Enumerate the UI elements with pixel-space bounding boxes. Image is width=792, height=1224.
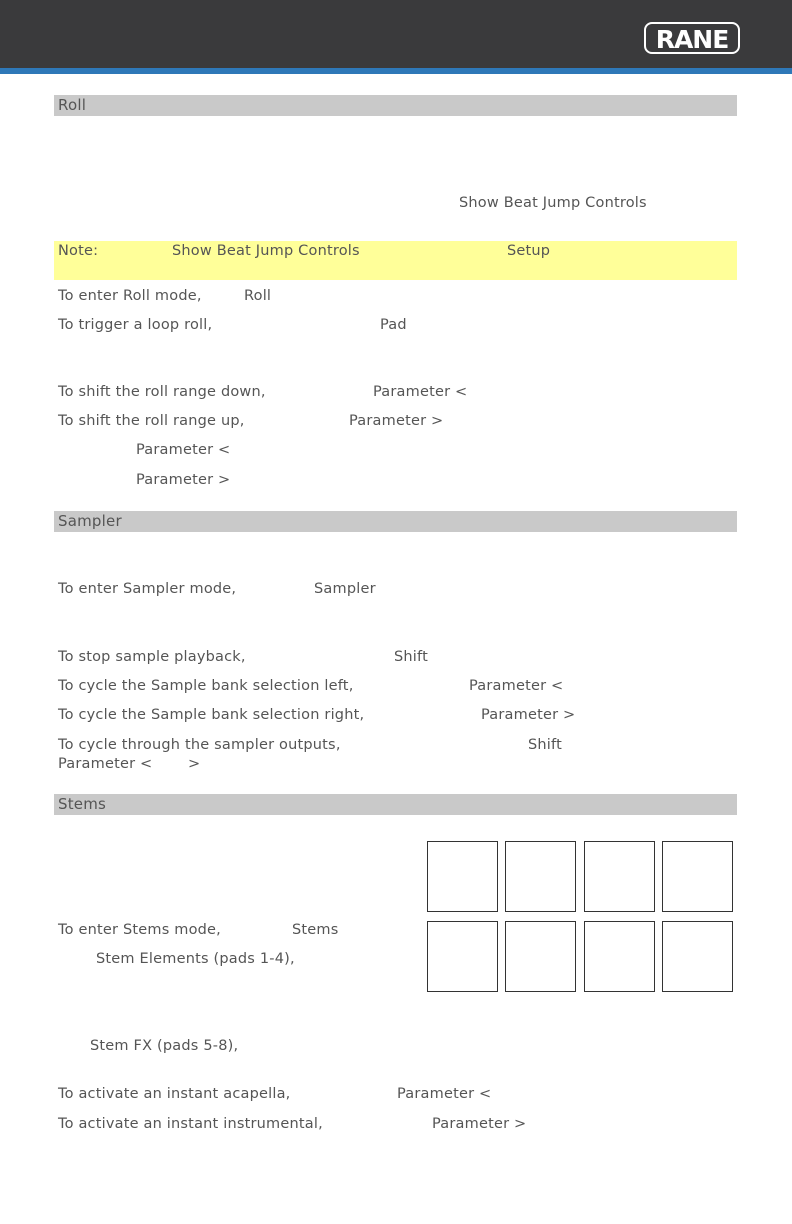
sampler-section-heading	[54, 511, 737, 532]
note-label: Note:	[58, 243, 99, 259]
roll-enter-text: To enter Roll mode,	[58, 288, 202, 304]
pad-6	[505, 921, 576, 992]
pad-7	[584, 921, 655, 992]
roll-shift-down-text: To shift the roll range down,	[58, 384, 266, 400]
stems-acapella-text: To activate an instant acapella,	[58, 1086, 291, 1102]
pad-4	[662, 841, 733, 912]
stem-fx-text: Stem FX (pads 5-8),	[90, 1038, 239, 1054]
note-show-beat-jump: Show Beat Jump Controls	[172, 243, 360, 259]
pad-1	[427, 841, 498, 912]
pad-8	[662, 921, 733, 992]
stem-elements-text: Stem Elements (pads 1-4),	[96, 951, 295, 967]
stems-acapella-button: Parameter <	[397, 1086, 492, 1102]
stems-section-heading	[54, 794, 737, 815]
stems-enter-text: To enter Stems mode,	[58, 922, 221, 938]
pad-5	[427, 921, 498, 992]
pad-2	[505, 841, 576, 912]
rane-logo	[644, 22, 740, 54]
stems-instrumental-text: To activate an instant instrumental,	[58, 1116, 323, 1132]
roll-shift-down-button: Parameter <	[373, 384, 468, 400]
sampler-enter-text: To enter Sampler mode,	[58, 581, 237, 597]
sampler-stop-text: To stop sample playback,	[58, 649, 246, 665]
stems-button-label: Stems	[292, 922, 339, 938]
roll-param-right: Parameter >	[136, 472, 231, 488]
sampler-cycle-left-button: Parameter <	[469, 678, 564, 694]
sampler-cycle-left-text: To cycle the Sample bank selection left,	[58, 678, 354, 694]
header-stripe	[0, 68, 792, 74]
sampler-heading: Sampler	[58, 512, 122, 530]
sampler-cycle-right-button: Parameter >	[481, 707, 576, 723]
roll-shift-up-text: To shift the roll range up,	[58, 413, 245, 429]
roll-trigger-text: To trigger a loop roll,	[58, 317, 213, 333]
pad-button-label: Pad	[380, 317, 407, 333]
stems-instrumental-button: Parameter >	[432, 1116, 527, 1132]
sampler-outputs-gt: >	[188, 756, 201, 772]
pad-grid	[427, 841, 735, 993]
roll-heading: Roll	[58, 96, 87, 114]
roll-section-heading	[54, 95, 737, 116]
sampler-outputs-param: Parameter <	[58, 756, 153, 772]
page-header	[0, 0, 792, 68]
sampler-cycle-right-text: To cycle the Sample bank selection right,	[58, 707, 365, 723]
note-setup: Setup	[507, 243, 551, 259]
show-beat-jump-label: Show Beat Jump Controls	[459, 195, 647, 211]
sampler-outputs-text: To cycle through the sampler outputs,	[58, 737, 341, 753]
pad-3	[584, 841, 655, 912]
note-box	[54, 241, 737, 280]
sampler-stop-button: Shift	[394, 649, 428, 665]
roll-shift-up-button: Parameter >	[349, 413, 444, 429]
stems-heading: Stems	[58, 795, 107, 813]
roll-button-label: Roll	[244, 288, 272, 304]
roll-param-left: Parameter <	[136, 442, 231, 458]
sampler-button-label: Sampler	[314, 581, 376, 597]
sampler-outputs-shift: Shift	[528, 737, 562, 753]
svg-text:RANE: RANE	[655, 25, 729, 54]
